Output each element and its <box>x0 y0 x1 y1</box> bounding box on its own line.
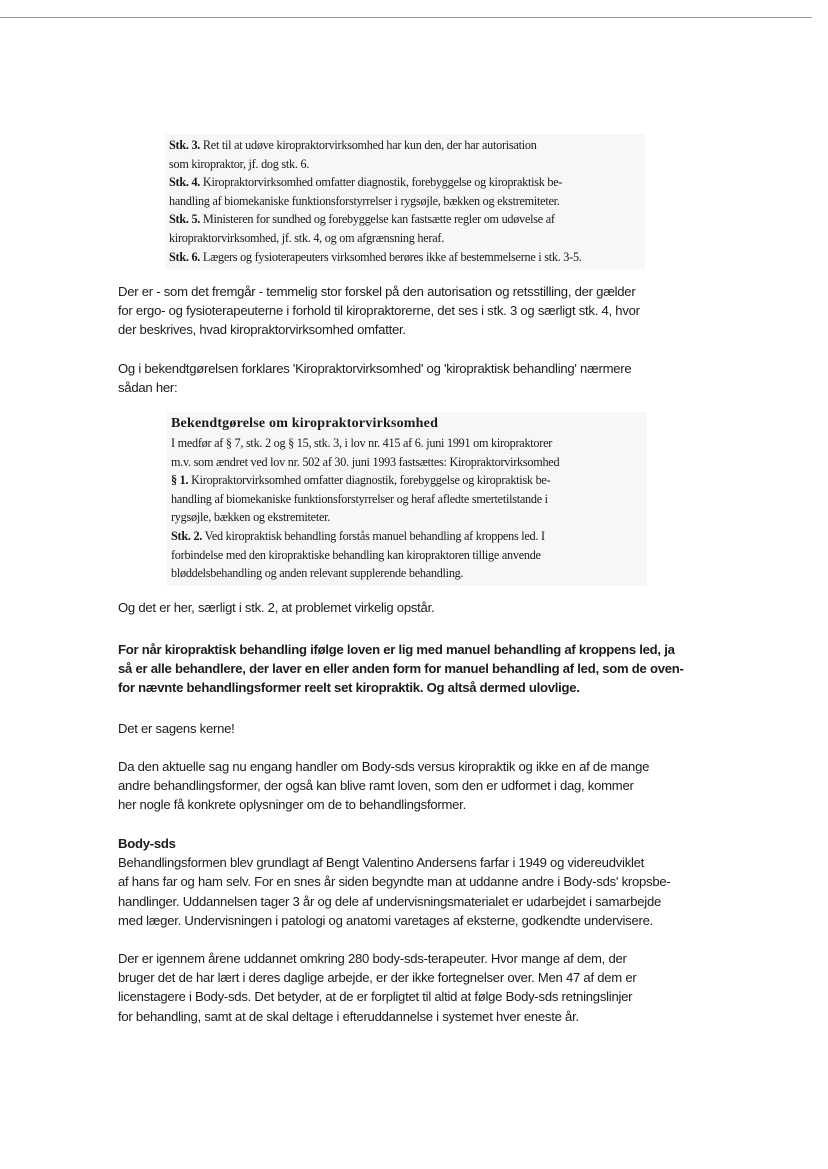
text-line: bruger det de har lært i deres daglige arbejde, er der ikke fortegnelser over. Men 47 af dem er <box>118 970 637 986</box>
section-body-sds <box>118 834 698 930</box>
quote-line: som kiropraktor, jf. dog stk. 6. <box>169 156 310 171</box>
text-line: så er alle behandlere, der laver en eller anden form for manuel behandling af led, som de oven- <box>118 661 684 677</box>
quote-line: handling af biomekaniske funktionsforstyrrelser og heraf afledte smertetilstande i <box>171 491 548 506</box>
text-line: Da den aktuelle sag nu engang handler om Body-sds versus kiropraktik og ikke en af de mange <box>118 759 650 774</box>
text-line: Der er - som det fremgår - temmelig stor forskel på den autorisation og retsstilling, der gælder <box>118 284 636 299</box>
paragraph-problem <box>118 598 698 617</box>
text-line: Der er igennem årene uddannet omkring 280 body-sds-terapeuter. Hvor mange af dem, der <box>118 951 627 966</box>
text-line: andre behandlingsformer, der også kan blive ramt loven, som den er udformet i dag, kommer <box>118 778 634 794</box>
text-line: handlinger. Uddannelsen tager 3 år og dele af undervisningsmaterialet er udarbejdet i samarbejde <box>118 893 662 909</box>
quote-line: rygsøjle, bækken og ekstremiteter. <box>171 510 331 525</box>
paragraph-executive-order-intro <box>118 359 698 397</box>
quote-line: m.v. som ændret ved lov nr. 502 af 30. juni 1993 fastsættes: Kiropraktorvirksomhed <box>171 454 560 469</box>
quote-line: I medfør af § 7, stk. 2 og § 15, stk. 3, i lov nr. 415 af 6. juni 1991 om kiropraktorer <box>171 436 553 450</box>
text-line: Og i bekendtgørelsen forklares 'Kiropraktorvirksomhed' og 'kiropraktisk behandling' nærmere <box>118 361 632 376</box>
text-line: der beskrives, hvad kiropraktorvirksomhed omfatter. <box>118 322 406 338</box>
quote-line: § 1. Kiropraktorvirksomhed omfatter diagnostik, forebyggelse og kiropraktisk be- <box>171 473 551 488</box>
quote-line: handling af biomekaniske funktionsforstyrrelser i rygsøjle, bækken og ekstremiteter. <box>169 193 560 208</box>
quote-line: bløddelsbehandling og anden relevant supplerende behandling. <box>171 566 464 581</box>
text-line: Det er sagens kerne! <box>118 721 235 736</box>
page-top-rule <box>0 17 812 18</box>
text-line: for ergo- og fysioterapeuterne i forhold til kiropraktorerne, det ses i stk. 3 og særligt stk. 4, hvor <box>118 303 640 319</box>
text-line: her nogle få konkrete oplysninger om de to behandlingsformer. <box>118 797 466 813</box>
section-heading: Body-sds <box>118 836 176 851</box>
quote-line: Stk. 2. Ved kiropraktisk behandling forstås manuel behandling af kroppens led. I <box>171 528 545 543</box>
paragraph-case <box>118 757 698 815</box>
quote-line: Stk. 3. Ret til at udøve kiropraktorvirksomhed har kun den, der har autorisation <box>169 138 537 152</box>
quote-line: forbindelse med den kiropraktiske behandling kan kiropraktoren tillige anvende <box>171 547 541 562</box>
quote-line: Stk. 6. Lægers og fysioterapeuters virksomhed berøres ikke af bestemmelserne i stk. 3-5. <box>169 249 582 264</box>
text-line: af hans far og ham selv. For en snes år siden begyndte man at uddanne andre i Body-sds' kropsbe- <box>118 874 671 890</box>
executive-order-title: Bekendtgørelse om kiropraktorvirksomhed <box>171 416 439 431</box>
text-line: Og det er her, særligt i stk. 2, at problemet virkelig opstår. <box>118 600 435 615</box>
text-line: for nævnte behandlingsformer reelt set kiropraktik. Og altså dermed ulovlige. <box>118 680 580 696</box>
text-line: for behandling, samt at de skal deltage i efteruddannelse i systemet hver eneste år. <box>118 1008 579 1024</box>
text-line: Behandlingsformen blev grundlagt af Bengt Valentino Andersens farfar i 1949 og videreudviklet <box>118 855 645 871</box>
quote-line: Stk. 4. Kiropraktorvirksomhed omfatter diagnostik, forebyggelse og kiropraktisk be- <box>169 175 563 190</box>
executive-order-quote <box>167 412 647 586</box>
paragraph-bold-conclusion <box>118 640 698 698</box>
quote-line: kiropraktorvirksomhed, jf. stk. 4, og om afgrænsning heraf. <box>169 230 444 245</box>
paragraph-authorisation <box>118 282 698 340</box>
text-line: licenstagere i Body-sds. Det betyder, at de er forpligtet til altid at følge Body-sds retningslinjer <box>118 989 633 1005</box>
quote-line: Stk. 5. Ministeren for sundhed og forebyggelse kan fastsætte regler om udøvelse af <box>169 212 555 227</box>
law-excerpt-quote <box>165 134 645 269</box>
text-line: For når kiropraktisk behandling ifølge loven er lig med manuel behandling af kroppens led, ja <box>118 642 675 657</box>
text-line: med læger. Undervisningen i patologi og anatomi varetages af eksterne, godkendte undervisere. <box>118 912 654 928</box>
paragraph-core <box>118 719 698 738</box>
text-line: sådan her: <box>118 380 178 396</box>
paragraph-therapists <box>118 949 698 1026</box>
